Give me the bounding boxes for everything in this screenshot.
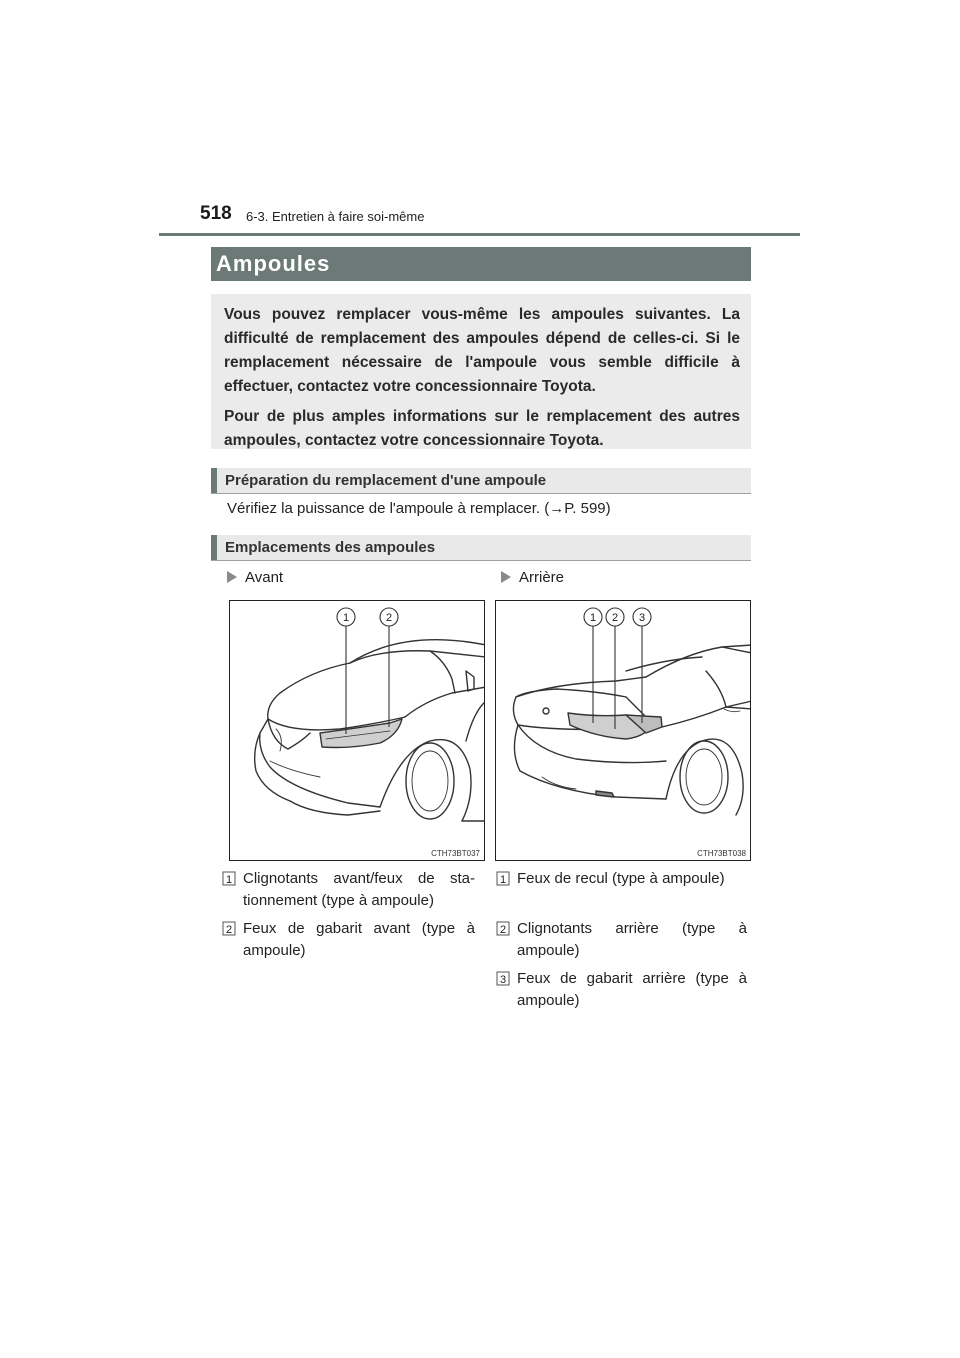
front-callout-2: 2 bbox=[385, 612, 393, 624]
page-title: Ampoules bbox=[216, 251, 331, 276]
svg-text:3: 3 bbox=[499, 974, 507, 986]
header-rule bbox=[159, 233, 800, 236]
svg-text:1: 1 bbox=[225, 874, 233, 886]
rear-legend-number-2 bbox=[496, 921, 510, 936]
rear-car-illustration bbox=[495, 600, 751, 861]
triangle-bullet-icon bbox=[227, 571, 237, 583]
intro-box bbox=[211, 294, 751, 449]
intro-paragraph-2: Pour de plus amples informations sur le remplacement des autres ampoules, contactez votre concessionnaire Toyota. bbox=[224, 408, 740, 449]
front-figure-code: CTH73BT037 bbox=[431, 849, 480, 858]
svg-text:1: 1 bbox=[499, 874, 507, 886]
rear-column-heading bbox=[501, 569, 564, 586]
front-car-illustration bbox=[229, 600, 485, 861]
rear-legend-number-1 bbox=[496, 871, 510, 886]
intro-paragraph-1: Vous pouvez remplacer vous-même les ampoules suivantes. La difficulté de remplacement des ampoules dépend de celles-ci. Si le remplacement nécessaire de l'ampoule vous semble difficile à effectuer, contactez votre concessionnaire Toyota. bbox=[224, 306, 740, 395]
rear-legend-item-3: Feux de gabarit arrière (type à ampoule) bbox=[517, 970, 747, 1009]
rear-callout-2: 2 bbox=[611, 612, 619, 624]
front-legend-number-2 bbox=[222, 921, 236, 936]
svg-text:2: 2 bbox=[499, 924, 507, 936]
front-column-heading bbox=[227, 569, 283, 586]
preparation-text: Vérifiez la puissance de l'ampoule à remplacer. (→P. 599) bbox=[227, 500, 611, 517]
svg-text:2: 2 bbox=[225, 924, 233, 936]
rear-legend-item-1: Feux de recul (type à ampoule) bbox=[517, 870, 725, 887]
rear-label: Arrière bbox=[519, 569, 565, 586]
rear-legend-item-2: Clignotants arrière (type à ampoule) bbox=[517, 920, 747, 959]
front-legend-number-1 bbox=[222, 871, 236, 886]
rear-car-drawing bbox=[496, 601, 751, 861]
locations-heading bbox=[211, 535, 751, 561]
rear-callout-3: 3 bbox=[638, 612, 646, 624]
page-number: 518 bbox=[200, 203, 232, 224]
front-label: Avant bbox=[245, 569, 284, 586]
front-car-drawing bbox=[230, 601, 485, 861]
preparation-heading-text: Préparation du remplacement d'une ampoule bbox=[225, 472, 547, 489]
heading-accent-bar bbox=[211, 468, 217, 493]
front-legend-item-1: Clignotants avant/feux de sta-tionnement (type à ampoule) bbox=[243, 870, 475, 909]
locations-heading-text: Emplacements des ampoules bbox=[225, 539, 436, 556]
rear-callout-1: 1 bbox=[589, 612, 597, 624]
front-legend-item-2: Feux de gabarit avant (type à ampoule) bbox=[243, 920, 475, 959]
rear-figure-code: CTH73BT038 bbox=[697, 849, 746, 858]
heading-accent-bar bbox=[211, 535, 217, 560]
preparation-heading bbox=[211, 468, 751, 494]
triangle-bullet-icon bbox=[501, 571, 511, 583]
front-callout-1: 1 bbox=[342, 612, 350, 624]
section-label: 6-3. Entretien à faire soi-même bbox=[246, 209, 425, 224]
rear-legend-number-3 bbox=[496, 971, 510, 986]
